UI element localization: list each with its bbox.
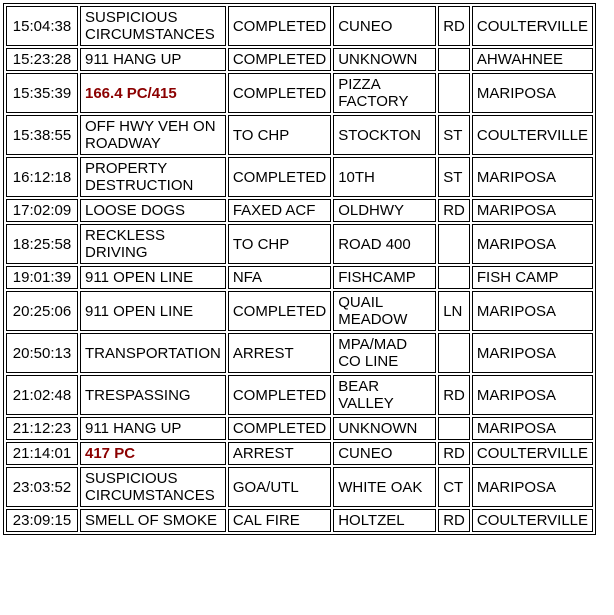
- call-status-cell: COMPLETED: [228, 291, 331, 331]
- table-row: [6, 266, 593, 289]
- street-cell: HOLTZEL: [333, 509, 436, 532]
- call-time-cell: 15:23:28: [6, 48, 78, 71]
- street-cell: QUAIL MEADOW: [333, 291, 436, 331]
- table-row: [6, 333, 593, 373]
- street-suffix-cell: RD: [438, 375, 470, 415]
- call-time-cell: 15:04:38: [6, 6, 78, 46]
- city-cell: MARIPOSA: [472, 375, 593, 415]
- street-cell: ROAD 400: [333, 224, 436, 264]
- call-status-cell: COMPLETED: [228, 157, 331, 197]
- call-type-cell: RECKLESS DRIVING: [80, 224, 226, 264]
- call-log-body: [6, 6, 593, 532]
- call-status-cell: GOA/UTL: [228, 467, 331, 507]
- city-cell: MARIPOSA: [472, 467, 593, 507]
- city-cell: MARIPOSA: [472, 291, 593, 331]
- street-suffix-cell: ST: [438, 115, 470, 155]
- call-type-cell: SMELL OF SMOKE: [80, 509, 226, 532]
- call-type-cell: PROPERTY DESTRUCTION: [80, 157, 226, 197]
- call-type-cell: 166.4 PC/415: [80, 73, 226, 113]
- call-type-cell: TRESPASSING: [80, 375, 226, 415]
- call-status-cell: TO CHP: [228, 115, 331, 155]
- table-row: [6, 6, 593, 46]
- call-time-cell: 15:35:39: [6, 73, 78, 113]
- street-suffix-cell: [438, 417, 470, 440]
- table-row: [6, 224, 593, 264]
- street-cell: CUNEO: [333, 6, 436, 46]
- call-time-cell: 21:14:01: [6, 442, 78, 465]
- call-type-cell: LOOSE DOGS: [80, 199, 226, 222]
- call-status-cell: COMPLETED: [228, 375, 331, 415]
- city-cell: COULTERVILLE: [472, 509, 593, 532]
- table-row: [6, 115, 593, 155]
- street-cell: CUNEO: [333, 442, 436, 465]
- call-type-cell: SUSPICIOUS CIRCUMSTANCES: [80, 467, 226, 507]
- call-type-cell: OFF HWY VEH ON ROADWAY: [80, 115, 226, 155]
- call-time-cell: 18:25:58: [6, 224, 78, 264]
- street-suffix-cell: [438, 48, 470, 71]
- city-cell: MARIPOSA: [472, 199, 593, 222]
- call-type-cell: 911 OPEN LINE: [80, 266, 226, 289]
- street-cell: OLDHWY: [333, 199, 436, 222]
- city-cell: MARIPOSA: [472, 333, 593, 373]
- call-time-cell: 16:12:18: [6, 157, 78, 197]
- call-time-cell: 20:50:13: [6, 333, 78, 373]
- street-suffix-cell: RD: [438, 6, 470, 46]
- call-status-cell: FAXED ACF: [228, 199, 331, 222]
- call-status-cell: CAL FIRE: [228, 509, 331, 532]
- street-cell: 10TH: [333, 157, 436, 197]
- table-row: [6, 157, 593, 197]
- call-time-cell: 21:02:48: [6, 375, 78, 415]
- table-row: [6, 375, 593, 415]
- table-row: [6, 291, 593, 331]
- call-status-cell: COMPLETED: [228, 73, 331, 113]
- street-cell: STOCKTON: [333, 115, 436, 155]
- table-row: [6, 48, 593, 71]
- call-time-cell: 23:09:15: [6, 509, 78, 532]
- call-time-cell: 23:03:52: [6, 467, 78, 507]
- call-type-cell: 911 HANG UP: [80, 417, 226, 440]
- call-status-cell: COMPLETED: [228, 6, 331, 46]
- call-status-cell: ARREST: [228, 333, 331, 373]
- table-row: [6, 509, 593, 532]
- city-cell: MARIPOSA: [472, 417, 593, 440]
- table-row: [6, 467, 593, 507]
- street-cell: UNKNOWN: [333, 48, 436, 71]
- call-time-cell: 17:02:09: [6, 199, 78, 222]
- street-cell: WHITE OAK: [333, 467, 436, 507]
- call-type-cell: 417 PC: [80, 442, 226, 465]
- call-type-cell: TRANSPORTATION: [80, 333, 226, 373]
- table-row: [6, 73, 593, 113]
- street-suffix-cell: [438, 73, 470, 113]
- street-suffix-cell: CT: [438, 467, 470, 507]
- city-cell: MARIPOSA: [472, 224, 593, 264]
- street-cell: UNKNOWN: [333, 417, 436, 440]
- table-row: [6, 199, 593, 222]
- call-status-cell: TO CHP: [228, 224, 331, 264]
- street-cell: BEAR VALLEY: [333, 375, 436, 415]
- street-suffix-cell: ST: [438, 157, 470, 197]
- city-cell: COULTERVILLE: [472, 6, 593, 46]
- city-cell: COULTERVILLE: [472, 115, 593, 155]
- city-cell: COULTERVILLE: [472, 442, 593, 465]
- call-log-table: [3, 3, 596, 535]
- table-row: [6, 417, 593, 440]
- call-time-cell: 21:12:23: [6, 417, 78, 440]
- call-type-cell: SUSPICIOUS CIRCUMSTANCES: [80, 6, 226, 46]
- street-suffix-cell: LN: [438, 291, 470, 331]
- call-time-cell: 15:38:55: [6, 115, 78, 155]
- street-suffix-cell: [438, 224, 470, 264]
- city-cell: FISH CAMP: [472, 266, 593, 289]
- city-cell: MARIPOSA: [472, 73, 593, 113]
- street-cell: MPA/MAD CO LINE: [333, 333, 436, 373]
- street-suffix-cell: RD: [438, 199, 470, 222]
- call-time-cell: 20:25:06: [6, 291, 78, 331]
- call-status-cell: COMPLETED: [228, 48, 331, 71]
- city-cell: MARIPOSA: [472, 157, 593, 197]
- street-cell: FISHCAMP: [333, 266, 436, 289]
- call-type-cell: 911 OPEN LINE: [80, 291, 226, 331]
- street-suffix-cell: [438, 266, 470, 289]
- street-suffix-cell: RD: [438, 509, 470, 532]
- call-status-cell: COMPLETED: [228, 417, 331, 440]
- city-cell: AHWAHNEE: [472, 48, 593, 71]
- call-status-cell: NFA: [228, 266, 331, 289]
- street-suffix-cell: [438, 333, 470, 373]
- table-row: [6, 442, 593, 465]
- street-suffix-cell: RD: [438, 442, 470, 465]
- call-time-cell: 19:01:39: [6, 266, 78, 289]
- call-status-cell: ARREST: [228, 442, 331, 465]
- call-type-cell: 911 HANG UP: [80, 48, 226, 71]
- street-cell: PIZZA FACTORY: [333, 73, 436, 113]
